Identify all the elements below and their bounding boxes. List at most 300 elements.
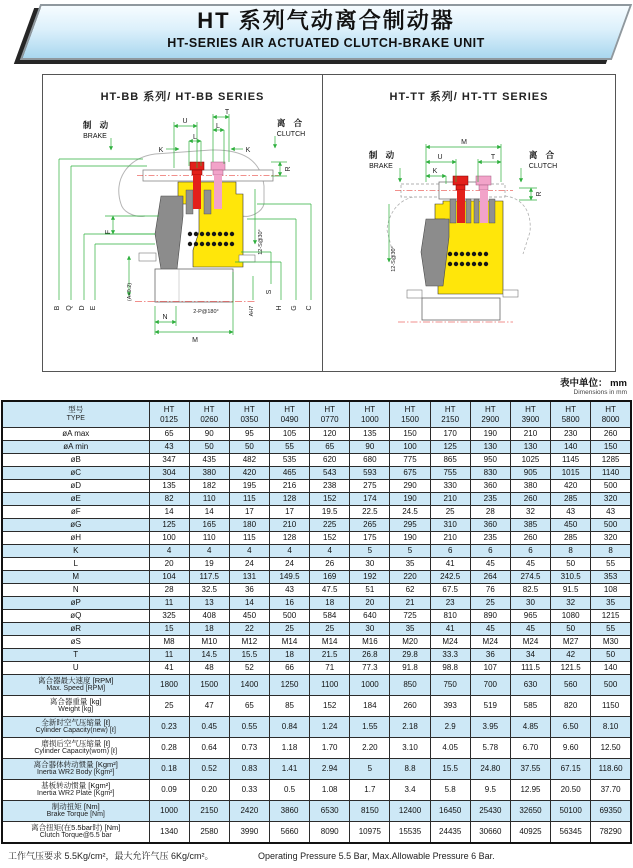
value-cell: 152 bbox=[310, 696, 350, 717]
value-cell: 4 bbox=[189, 545, 229, 558]
value-cell: 104 bbox=[149, 571, 189, 584]
value-cell: 264 bbox=[470, 571, 510, 584]
value-cell: 3.95 bbox=[470, 717, 510, 738]
drawing-httt-title: HT-TT 系列/ HT-TT SERIES bbox=[389, 91, 549, 103]
row-label-cell: N bbox=[2, 584, 149, 597]
value-cell: 150 bbox=[591, 441, 631, 454]
value-cell: 16450 bbox=[430, 801, 470, 822]
dim-label-q: Q bbox=[66, 305, 73, 311]
value-cell: 25 bbox=[310, 623, 350, 636]
row-label-cell: T bbox=[2, 649, 149, 662]
value-cell: 41 bbox=[149, 662, 189, 675]
value-cell: 67.5 bbox=[430, 584, 470, 597]
value-cell: 5.78 bbox=[470, 738, 510, 759]
dim-label-d: D bbox=[79, 305, 86, 311]
value-cell: 170 bbox=[430, 428, 470, 441]
clutch-bolt-nut bbox=[479, 185, 488, 190]
value-cell: 3.10 bbox=[390, 738, 430, 759]
value-cell: 14 bbox=[229, 597, 269, 610]
value-cell: 304 bbox=[149, 467, 189, 480]
value-cell: 2.20 bbox=[350, 738, 390, 759]
row-label-cell: 磨损后空气压缩量 [ℓ] Cylinder Capacity(worn) [ℓ] bbox=[2, 738, 149, 759]
value-cell: 47 bbox=[189, 696, 229, 717]
spec-row bbox=[2, 480, 631, 493]
value-cell: M24 bbox=[470, 636, 510, 649]
value-cell: 235 bbox=[470, 493, 510, 506]
side-bolt-right bbox=[239, 255, 255, 262]
value-cell: 111.5 bbox=[510, 662, 550, 675]
value-cell: 25 bbox=[430, 506, 470, 519]
value-cell: 55 bbox=[591, 558, 631, 571]
value-cell: 260 bbox=[510, 532, 550, 545]
drawing-htbb-title: HT-BB 系列/ HT-BB SERIES bbox=[100, 91, 265, 103]
value-cell: 34 bbox=[510, 649, 550, 662]
value-cell: 91.5 bbox=[551, 584, 591, 597]
spec-row bbox=[2, 610, 631, 623]
value-cell: 20.50 bbox=[551, 780, 591, 801]
value-cell: 435 bbox=[189, 454, 229, 467]
value-cell: 393 bbox=[430, 696, 470, 717]
value-cell: 30 bbox=[510, 597, 550, 610]
row-label-cell: U bbox=[2, 662, 149, 675]
value-cell: 0.33 bbox=[229, 780, 269, 801]
brake-lever bbox=[155, 196, 183, 269]
value-cell: 20 bbox=[350, 597, 390, 610]
value-cell: 169 bbox=[310, 571, 350, 584]
value-cell: 25430 bbox=[470, 801, 510, 822]
value-cell: 15.5 bbox=[430, 759, 470, 780]
value-cell: 26 bbox=[310, 558, 350, 571]
value-cell: 2.94 bbox=[310, 759, 350, 780]
value-cell: 0.5 bbox=[269, 780, 309, 801]
dim-label-f: F bbox=[105, 229, 112, 235]
spec-row bbox=[2, 675, 631, 696]
housing-skirt-left bbox=[121, 204, 145, 216]
value-cell: 56345 bbox=[551, 822, 591, 844]
value-cell: 850 bbox=[390, 675, 430, 696]
brake-bolt-stem bbox=[457, 190, 465, 223]
dim-label-g: G bbox=[291, 305, 298, 311]
value-cell: 190 bbox=[390, 532, 430, 545]
spec-row bbox=[2, 636, 631, 649]
row-label-cell: 离合器重量 [kg] Weight [kg] bbox=[2, 696, 149, 717]
model-header-cell: HT 5800 bbox=[551, 401, 591, 428]
value-cell: 260 bbox=[390, 696, 430, 717]
dim-label-k: K bbox=[432, 168, 438, 175]
value-cell: 380 bbox=[189, 467, 229, 480]
value-cell: 620 bbox=[310, 454, 350, 467]
model-header-cell: HT 1000 bbox=[350, 401, 390, 428]
value-cell: 43 bbox=[269, 584, 309, 597]
value-cell: M8 bbox=[149, 636, 189, 649]
value-cell: 0.52 bbox=[189, 759, 229, 780]
row-label-cell: øE bbox=[2, 493, 149, 506]
value-cell: 118.60 bbox=[591, 759, 631, 780]
spec-row bbox=[2, 822, 631, 844]
spec-row bbox=[2, 545, 631, 558]
value-cell: 905 bbox=[510, 467, 550, 480]
value-cell: 450 bbox=[229, 610, 269, 623]
value-cell: 149.5 bbox=[269, 571, 309, 584]
value-cell: 0.09 bbox=[149, 780, 189, 801]
value-cell: 347 bbox=[149, 454, 189, 467]
value-cell: 640 bbox=[350, 610, 390, 623]
model-header-cell: HT 2900 bbox=[470, 401, 510, 428]
row-label-cell: øG bbox=[2, 519, 149, 532]
value-cell: 115 bbox=[229, 532, 269, 545]
value-cell: 50 bbox=[551, 558, 591, 571]
bolt-sleeve bbox=[186, 190, 193, 214]
value-cell: 500 bbox=[591, 480, 631, 493]
value-cell: 26.8 bbox=[350, 649, 390, 662]
value-cell: 2420 bbox=[229, 801, 269, 822]
dim-label-m: M bbox=[192, 337, 198, 344]
value-cell: 36 bbox=[470, 649, 510, 662]
units-note-cn: 表中单位： mm bbox=[559, 378, 627, 389]
value-cell: 55 bbox=[591, 623, 631, 636]
value-cell: 6530 bbox=[310, 801, 350, 822]
value-cell: 0.55 bbox=[229, 717, 269, 738]
value-cell: 14.5 bbox=[189, 649, 229, 662]
spec-row bbox=[2, 662, 631, 675]
dim-label-u: U bbox=[182, 118, 188, 125]
value-cell: 500 bbox=[591, 519, 631, 532]
value-cell: 310.5 bbox=[551, 571, 591, 584]
value-cell: 36 bbox=[229, 584, 269, 597]
value-cell: 585 bbox=[510, 696, 550, 717]
value-cell: 55 bbox=[269, 441, 309, 454]
value-cell: 190 bbox=[470, 428, 510, 441]
value-cell: 1.18 bbox=[269, 738, 309, 759]
value-cell: 19 bbox=[189, 558, 229, 571]
value-cell: 19.5 bbox=[310, 506, 350, 519]
value-cell: 360 bbox=[470, 519, 510, 532]
row-label-cell: 基板转动惯量 [Kgm²] Inertia WR2 Plate [Kgm²] bbox=[2, 780, 149, 801]
value-cell: 121.5 bbox=[551, 662, 591, 675]
value-cell: 30660 bbox=[470, 822, 510, 844]
value-cell: 180 bbox=[229, 519, 269, 532]
value-cell: 8 bbox=[591, 545, 631, 558]
value-cell: 130 bbox=[510, 441, 550, 454]
dim-label-h: H bbox=[276, 305, 283, 311]
value-cell: M24 bbox=[510, 636, 550, 649]
value-cell: 500 bbox=[591, 675, 631, 696]
htbb-cross-section bbox=[43, 104, 322, 356]
spec-row bbox=[2, 759, 631, 780]
value-cell: 32650 bbox=[510, 801, 550, 822]
value-cell: 1285 bbox=[591, 454, 631, 467]
spec-row bbox=[2, 467, 631, 480]
value-cell: 310 bbox=[430, 519, 470, 532]
drawing-httt bbox=[323, 75, 615, 371]
value-cell: 890 bbox=[470, 610, 510, 623]
dim-label-12s: 12-S@30° bbox=[258, 229, 264, 255]
value-cell: 535 bbox=[269, 454, 309, 467]
spec-row bbox=[2, 584, 631, 597]
value-cell: 216 bbox=[269, 480, 309, 493]
model-header-cell: HT 0770 bbox=[310, 401, 350, 428]
value-cell: 965 bbox=[510, 610, 550, 623]
model-header-cell: HT 0350 bbox=[229, 401, 269, 428]
value-cell: 320 bbox=[591, 532, 631, 545]
value-cell: M14 bbox=[310, 636, 350, 649]
value-cell: 420 bbox=[551, 480, 591, 493]
value-cell: 1080 bbox=[551, 610, 591, 623]
row-label-cell: øR bbox=[2, 623, 149, 636]
value-cell: 91.8 bbox=[390, 662, 430, 675]
value-cell: 380 bbox=[510, 480, 550, 493]
footer-note-cn: 工作气压要求 5.5Kg/cm²，最大允许气压 6Kg/cm²。 bbox=[8, 851, 214, 861]
model-header-cell: HT 2150 bbox=[430, 401, 470, 428]
type-header-cell: 型号 TYPE bbox=[2, 401, 149, 428]
value-cell: 1025 bbox=[510, 454, 550, 467]
value-cell: 17 bbox=[269, 506, 309, 519]
spec-row bbox=[2, 623, 631, 636]
value-cell: 0.45 bbox=[189, 717, 229, 738]
value-cell: 4 bbox=[149, 545, 189, 558]
value-cell: 584 bbox=[310, 610, 350, 623]
row-label-cell: øP bbox=[2, 597, 149, 610]
spec-row bbox=[2, 571, 631, 584]
value-cell: 230 bbox=[551, 428, 591, 441]
value-cell: 14 bbox=[189, 506, 229, 519]
value-cell: 0.84 bbox=[269, 717, 309, 738]
title-banner bbox=[30, 4, 622, 60]
value-cell: M16 bbox=[350, 636, 390, 649]
value-cell: 192 bbox=[350, 571, 390, 584]
value-cell: 15.5 bbox=[229, 649, 269, 662]
value-cell: 5 bbox=[350, 759, 390, 780]
value-cell: 32 bbox=[510, 506, 550, 519]
dim-label-e: E bbox=[90, 305, 97, 311]
value-cell: 1800 bbox=[149, 675, 189, 696]
value-cell: 593 bbox=[350, 467, 390, 480]
value-cell: 500 bbox=[269, 610, 309, 623]
value-cell: 35 bbox=[591, 597, 631, 610]
value-cell: 30 bbox=[350, 623, 390, 636]
value-cell: 28 bbox=[470, 506, 510, 519]
httt-cross-section bbox=[323, 104, 615, 356]
housing-outline-right bbox=[505, 196, 530, 254]
value-cell: 174 bbox=[350, 493, 390, 506]
dim-label-s: S bbox=[266, 289, 273, 295]
value-cell: 210 bbox=[510, 428, 550, 441]
value-cell: 24.80 bbox=[470, 759, 510, 780]
value-cell: 41 bbox=[430, 623, 470, 636]
housing-skirt-right bbox=[241, 204, 264, 216]
value-cell: 165 bbox=[189, 519, 229, 532]
dim-label-k1: K bbox=[158, 147, 164, 154]
value-cell: 680 bbox=[350, 454, 390, 467]
dim-label-n: N bbox=[162, 314, 168, 321]
row-label-cell: L bbox=[2, 558, 149, 571]
row-label-cell: K bbox=[2, 545, 149, 558]
value-cell: 85 bbox=[269, 696, 309, 717]
value-cell: 10975 bbox=[350, 822, 390, 844]
value-cell: 8.8 bbox=[390, 759, 430, 780]
value-cell: 12400 bbox=[390, 801, 430, 822]
clutch-bolt-stem bbox=[214, 175, 222, 209]
value-cell: 18 bbox=[269, 649, 309, 662]
value-cell: 18 bbox=[189, 623, 229, 636]
side-bolt-left bbox=[139, 253, 156, 261]
value-cell: 1000 bbox=[350, 675, 390, 696]
clutch-label-en: CLUTCH bbox=[528, 163, 558, 170]
spec-row bbox=[2, 717, 631, 738]
spec-row bbox=[2, 558, 631, 571]
value-cell: 9.5 bbox=[470, 780, 510, 801]
value-cell: 1.24 bbox=[310, 717, 350, 738]
value-cell: 1.08 bbox=[310, 780, 350, 801]
value-cell: 25 bbox=[470, 597, 510, 610]
value-cell: 67.15 bbox=[551, 759, 591, 780]
value-cell: 6.70 bbox=[510, 738, 550, 759]
clutch-label-cn: 离 合 bbox=[276, 118, 306, 128]
value-cell: 29.8 bbox=[390, 649, 430, 662]
row-label-cell: øA min bbox=[2, 441, 149, 454]
value-cell: 1250 bbox=[269, 675, 309, 696]
value-cell: 190 bbox=[390, 493, 430, 506]
value-cell: 225 bbox=[310, 519, 350, 532]
value-cell: 0.20 bbox=[189, 780, 229, 801]
value-cell: 182 bbox=[189, 480, 229, 493]
value-cell: 40925 bbox=[510, 822, 550, 844]
value-cell: 128 bbox=[269, 493, 309, 506]
clutch-bolt-nut bbox=[213, 170, 223, 175]
value-cell: 2150 bbox=[189, 801, 229, 822]
model-header-cell: HT 0125 bbox=[149, 401, 189, 428]
value-cell: 2580 bbox=[189, 822, 229, 844]
row-label-cell: øH bbox=[2, 532, 149, 545]
value-cell: 52 bbox=[229, 662, 269, 675]
value-cell: 43 bbox=[551, 506, 591, 519]
footer-note-en: Operating Pressure 5.5 Bar, Max.Allowable Pressure 6 Bar. bbox=[258, 851, 495, 861]
value-cell: 6 bbox=[510, 545, 550, 558]
value-cell: 4.05 bbox=[430, 738, 470, 759]
value-cell: 11 bbox=[149, 649, 189, 662]
value-cell: 25 bbox=[269, 623, 309, 636]
spec-row bbox=[2, 738, 631, 759]
value-cell: 2.9 bbox=[430, 717, 470, 738]
value-cell: 4 bbox=[310, 545, 350, 558]
value-cell: 519 bbox=[470, 696, 510, 717]
value-cell: 1015 bbox=[551, 467, 591, 480]
value-cell: 1.41 bbox=[269, 759, 309, 780]
value-cell: 755 bbox=[430, 467, 470, 480]
row-label-cell: øC bbox=[2, 467, 149, 480]
value-cell: 45 bbox=[470, 623, 510, 636]
value-cell: 2.18 bbox=[390, 717, 430, 738]
dim-label-l2: L bbox=[193, 134, 197, 141]
value-cell: 18 bbox=[310, 597, 350, 610]
spec-row bbox=[2, 532, 631, 545]
value-cell: 465 bbox=[269, 467, 309, 480]
brake-label-cn: 制 动 bbox=[82, 120, 112, 130]
value-cell: 1.7 bbox=[350, 780, 390, 801]
value-cell: 560 bbox=[551, 675, 591, 696]
dim-label-c: C bbox=[306, 305, 313, 311]
value-cell: 543 bbox=[310, 467, 350, 480]
value-cell: 140 bbox=[551, 441, 591, 454]
value-cell: 152 bbox=[310, 532, 350, 545]
value-cell: 1400 bbox=[229, 675, 269, 696]
spec-row bbox=[2, 441, 631, 454]
value-cell: 76 bbox=[470, 584, 510, 597]
value-cell: 65 bbox=[310, 441, 350, 454]
value-cell: 195 bbox=[229, 480, 269, 493]
value-cell: 45 bbox=[510, 623, 550, 636]
value-cell: 5 bbox=[390, 545, 430, 558]
brake-label-en: BRAKE bbox=[83, 133, 107, 140]
value-cell: 13 bbox=[189, 597, 229, 610]
value-cell: 810 bbox=[430, 610, 470, 623]
value-cell: M27 bbox=[551, 636, 591, 649]
value-cell: 6 bbox=[470, 545, 510, 558]
value-cell: 15 bbox=[149, 623, 189, 636]
dim-label-ah7: AH7 bbox=[249, 305, 255, 317]
value-cell: 700 bbox=[470, 675, 510, 696]
value-cell: 285 bbox=[551, 532, 591, 545]
value-cell: 125 bbox=[149, 519, 189, 532]
value-cell: 77.3 bbox=[350, 662, 390, 675]
clutch-bolt-head bbox=[211, 162, 225, 170]
dim-label-r: R bbox=[285, 166, 292, 172]
value-cell: 130 bbox=[470, 441, 510, 454]
value-cell: 17 bbox=[229, 506, 269, 519]
value-cell: M24 bbox=[430, 636, 470, 649]
value-cell: 325 bbox=[149, 610, 189, 623]
value-cell: 330 bbox=[430, 480, 470, 493]
clutch-label-cn: 离 合 bbox=[528, 150, 558, 160]
value-cell: 210 bbox=[430, 532, 470, 545]
value-cell: 14 bbox=[149, 506, 189, 519]
model-header-cell: HT 3900 bbox=[510, 401, 550, 428]
value-cell: 71 bbox=[310, 662, 350, 675]
shaft bbox=[422, 298, 500, 320]
value-cell: 33.3 bbox=[430, 649, 470, 662]
spec-row bbox=[2, 696, 631, 717]
value-cell: 128 bbox=[269, 532, 309, 545]
value-cell: 950 bbox=[470, 454, 510, 467]
value-cell: 12.50 bbox=[591, 738, 631, 759]
value-cell: 8 bbox=[551, 545, 591, 558]
value-cell: 750 bbox=[430, 675, 470, 696]
value-cell: 775 bbox=[390, 454, 430, 467]
value-cell: 78290 bbox=[591, 822, 631, 844]
bolt-sleeve bbox=[466, 199, 471, 223]
value-cell: 108 bbox=[591, 584, 631, 597]
value-cell: 0.23 bbox=[149, 717, 189, 738]
value-cell: 24 bbox=[229, 558, 269, 571]
dim-label-t: T bbox=[490, 154, 496, 161]
value-cell: 152 bbox=[310, 493, 350, 506]
value-cell: 50100 bbox=[551, 801, 591, 822]
row-label-cell: 离合器最大速度 [RPM] Max. Speed [RPM] bbox=[2, 675, 149, 696]
value-cell: 42 bbox=[551, 649, 591, 662]
value-cell: 82.5 bbox=[510, 584, 550, 597]
row-label-cell: øF bbox=[2, 506, 149, 519]
value-cell: 51 bbox=[350, 584, 390, 597]
value-cell: 6.50 bbox=[551, 717, 591, 738]
value-cell: 1000 bbox=[149, 801, 189, 822]
row-label-cell: 制动扭矩 [Nm] Brake Torque [Nm] bbox=[2, 801, 149, 822]
value-cell: 66 bbox=[269, 662, 309, 675]
value-cell: 3990 bbox=[229, 822, 269, 844]
value-cell: 3.4 bbox=[390, 780, 430, 801]
value-cell: 11 bbox=[149, 597, 189, 610]
brake-label-cn: 制 动 bbox=[368, 150, 398, 160]
value-cell: 184 bbox=[350, 696, 390, 717]
